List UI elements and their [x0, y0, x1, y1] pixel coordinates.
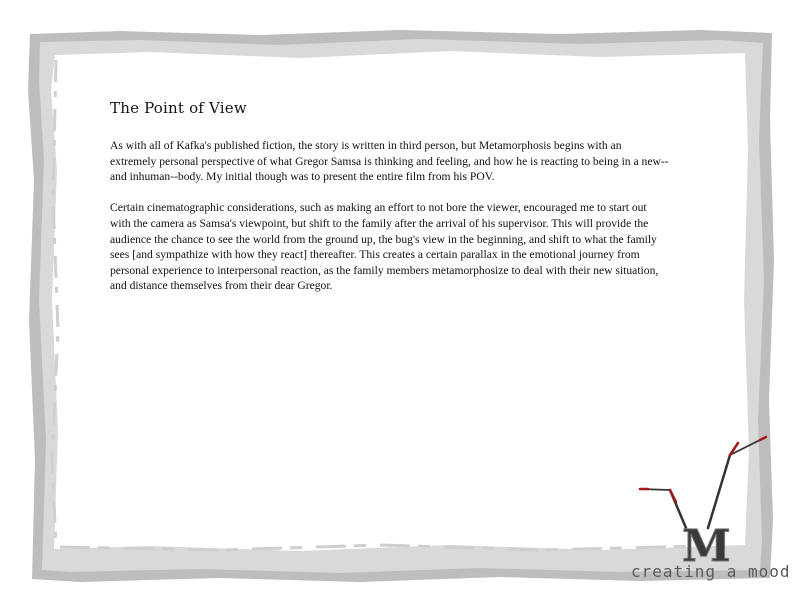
article-body	[110, 138, 670, 310]
logo-mark	[630, 425, 775, 565]
paragraph-2: Certain cinematographic considerations, such as making an effort to not bore the viewer, encouraged me to start out with the camera as Samsa's viewpoint, but shift to the family after the arrival of his supervisor. This will provide the audience the chance to see the world from the ground up, the bug's view in the beginning, and shift to what the family sees [and sympathize with how they react] thereafter. This creates a certain parallax in the emotional journey from personal experience to interpersonal reaction, as the family members metamorphosize to deal with their new situation, and distance themselves from their dear Gregor.	[110, 201, 659, 293]
antenna-right	[708, 455, 730, 528]
antenna-tip-right-2	[760, 437, 766, 440]
logo-tagline: creating a mood	[631, 562, 791, 581]
logo-letter: M	[682, 521, 731, 565]
page-title: The Point of View	[110, 99, 247, 117]
paragraph-1: As with all of Kafka's published fiction, the story is written in third person, but Metamorphosis begins with an extremely personal perspective of what Gregor Samsa is thinking and feeling, and how he is reacting to being in a new--and inhuman--body. My initial though was to present the entire film from his POV.	[110, 139, 669, 184]
